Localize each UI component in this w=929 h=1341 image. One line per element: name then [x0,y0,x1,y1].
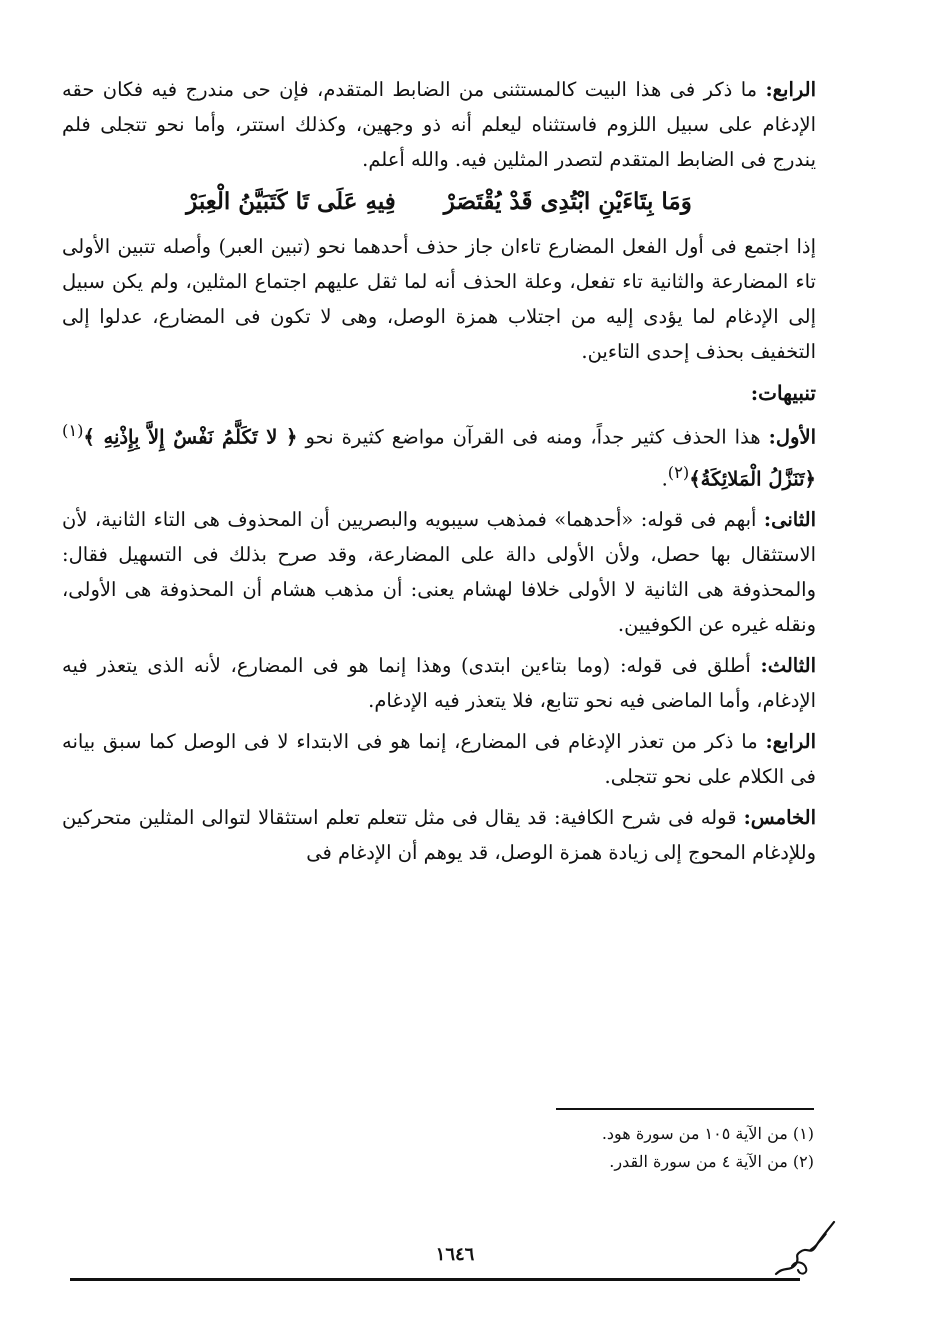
note-fifth [62,800,816,870]
footnote-ref-1: (١) [62,421,84,440]
note-third-text: أطلق فى قوله: (وما بتاءين ابتدى) وهذا إنما هو فى المضارع، لأنه الذى يتعذر فيه الإدغام، وأما الماضى فيه نحو تتابع، فلا يتعذر فيه الإدغام. [62,654,816,712]
note-second-lead: الثانى: [763,508,816,531]
page-body [62,72,816,870]
footnotes [602,1120,814,1176]
note-fifth-lead: الخامس: [743,806,816,829]
intro-text: ما ذكر فى هذا البيت كالمستثنى من الضابط المتقدم، فإن حى مندرج فيه فكان حقه الإدغام على سبيل اللزوم فاستثناه ليعلم أنه ذو وجهين، وكذلك استتر، وأما نحو تتجلى فلم يندرج فى الضابط المتقدم لتصدر المثلين فيه. والله أعلم. [62,78,816,171]
footnote-1: (١) من الآية ١٠٥ من سورة هود. [601,1124,814,1143]
verse-hemistich-1: وَمَا بِتَاءَيْنِ ابْتُدِى قَدْ يُقْتَصَرْ [443,188,692,215]
note-first [62,413,816,496]
note-first-lead: الأول: [768,425,816,449]
note-fourth-lead: الرابع: [765,730,816,753]
tanbihat-heading: تنبيهات: [750,381,816,405]
verse-line [62,179,816,225]
note-third-lead: الثالث: [760,654,816,677]
intro-paragraph [62,72,816,177]
quran-quote-1: ﴿ لا تَكَلَّمُ نَفْسٌ إِلاَّ بِإِذْنِهِ ﴾ [83,425,298,449]
footnote-divider [556,1108,814,1110]
quran-quote-2: ﴿تَنَزَّلُ الْمَلائِكَةُ﴾ [689,467,816,490]
note-fourth [62,724,816,794]
footnote-2: (٢) من الآية ٤ من سورة القدر. [609,1152,814,1171]
signature-mark [770,1216,840,1286]
verse-hemistich-2: فِيهِ عَلَى تَا كَتَبَيَّنُ الْعِبَرْ [186,188,396,215]
note-fourth-text: ما ذكر من تعذر الإدغام فى المضارع، إنما هو فى الابتداء لا فى الوصل كما سبق بيانه فى الكلام على نحو تتجلى. [62,730,816,788]
note-second [62,502,816,642]
note-first-text: هذا الحذف كثير جداً، ومنه فى القرآن مواضع كثيرة نحو [305,425,769,449]
note-third [62,648,816,718]
explanation-paragraph: إذا اجتمع فى أول الفعل المضارع تاءان جاز حذف أحدهما نحو (تبين العبر) وأصله تتبين الأولى تاء المضارعة والثانية تاء تفعل، وعلة الحذف أنه لما ثقل عليهم اجتماع المثلين، ولم يكن سبيل إلى الإدغام لما يؤدى إليه من اجتلاب همزة الوصل، وهى لا تكون فى المضارع، عدلوا إلى التخفيف بحذف إحدى التاءين. [62,235,816,363]
footnote-ref-2: (٢) [667,462,690,482]
page-number: ١٦٤٦ [435,1244,475,1265]
note-first-end: . [661,467,668,490]
bottom-divider [70,1278,800,1281]
note-fifth-text: قوله فى شرح الكافية: قد يقال فى مثل تتعلم تعلم استثقالا لتوالى المثلين متحركين وللإدغام المحوج إلى زيادة همزة الوصل، قد يوهم أن الإدغام فى [62,806,816,864]
intro-lead: الرابع: [765,78,816,101]
note-second-text: أبهم فى قوله: «أحدهما» فمذهب سيبويه والبصريين أن المحذوف هى التاء الثانية، لأن الاستثقال بها حصل، ولأن الأولى دالة على المضارعة، وقد صرح بذلك فى التسهيل فقال: والمحذوفة هى الثانية لا الأولى خلافا لهشام يعنى: أن مذهب هشام أن المحذوفة هى الأولى، ونقله غيره عن الكوفيين. [62,508,816,636]
